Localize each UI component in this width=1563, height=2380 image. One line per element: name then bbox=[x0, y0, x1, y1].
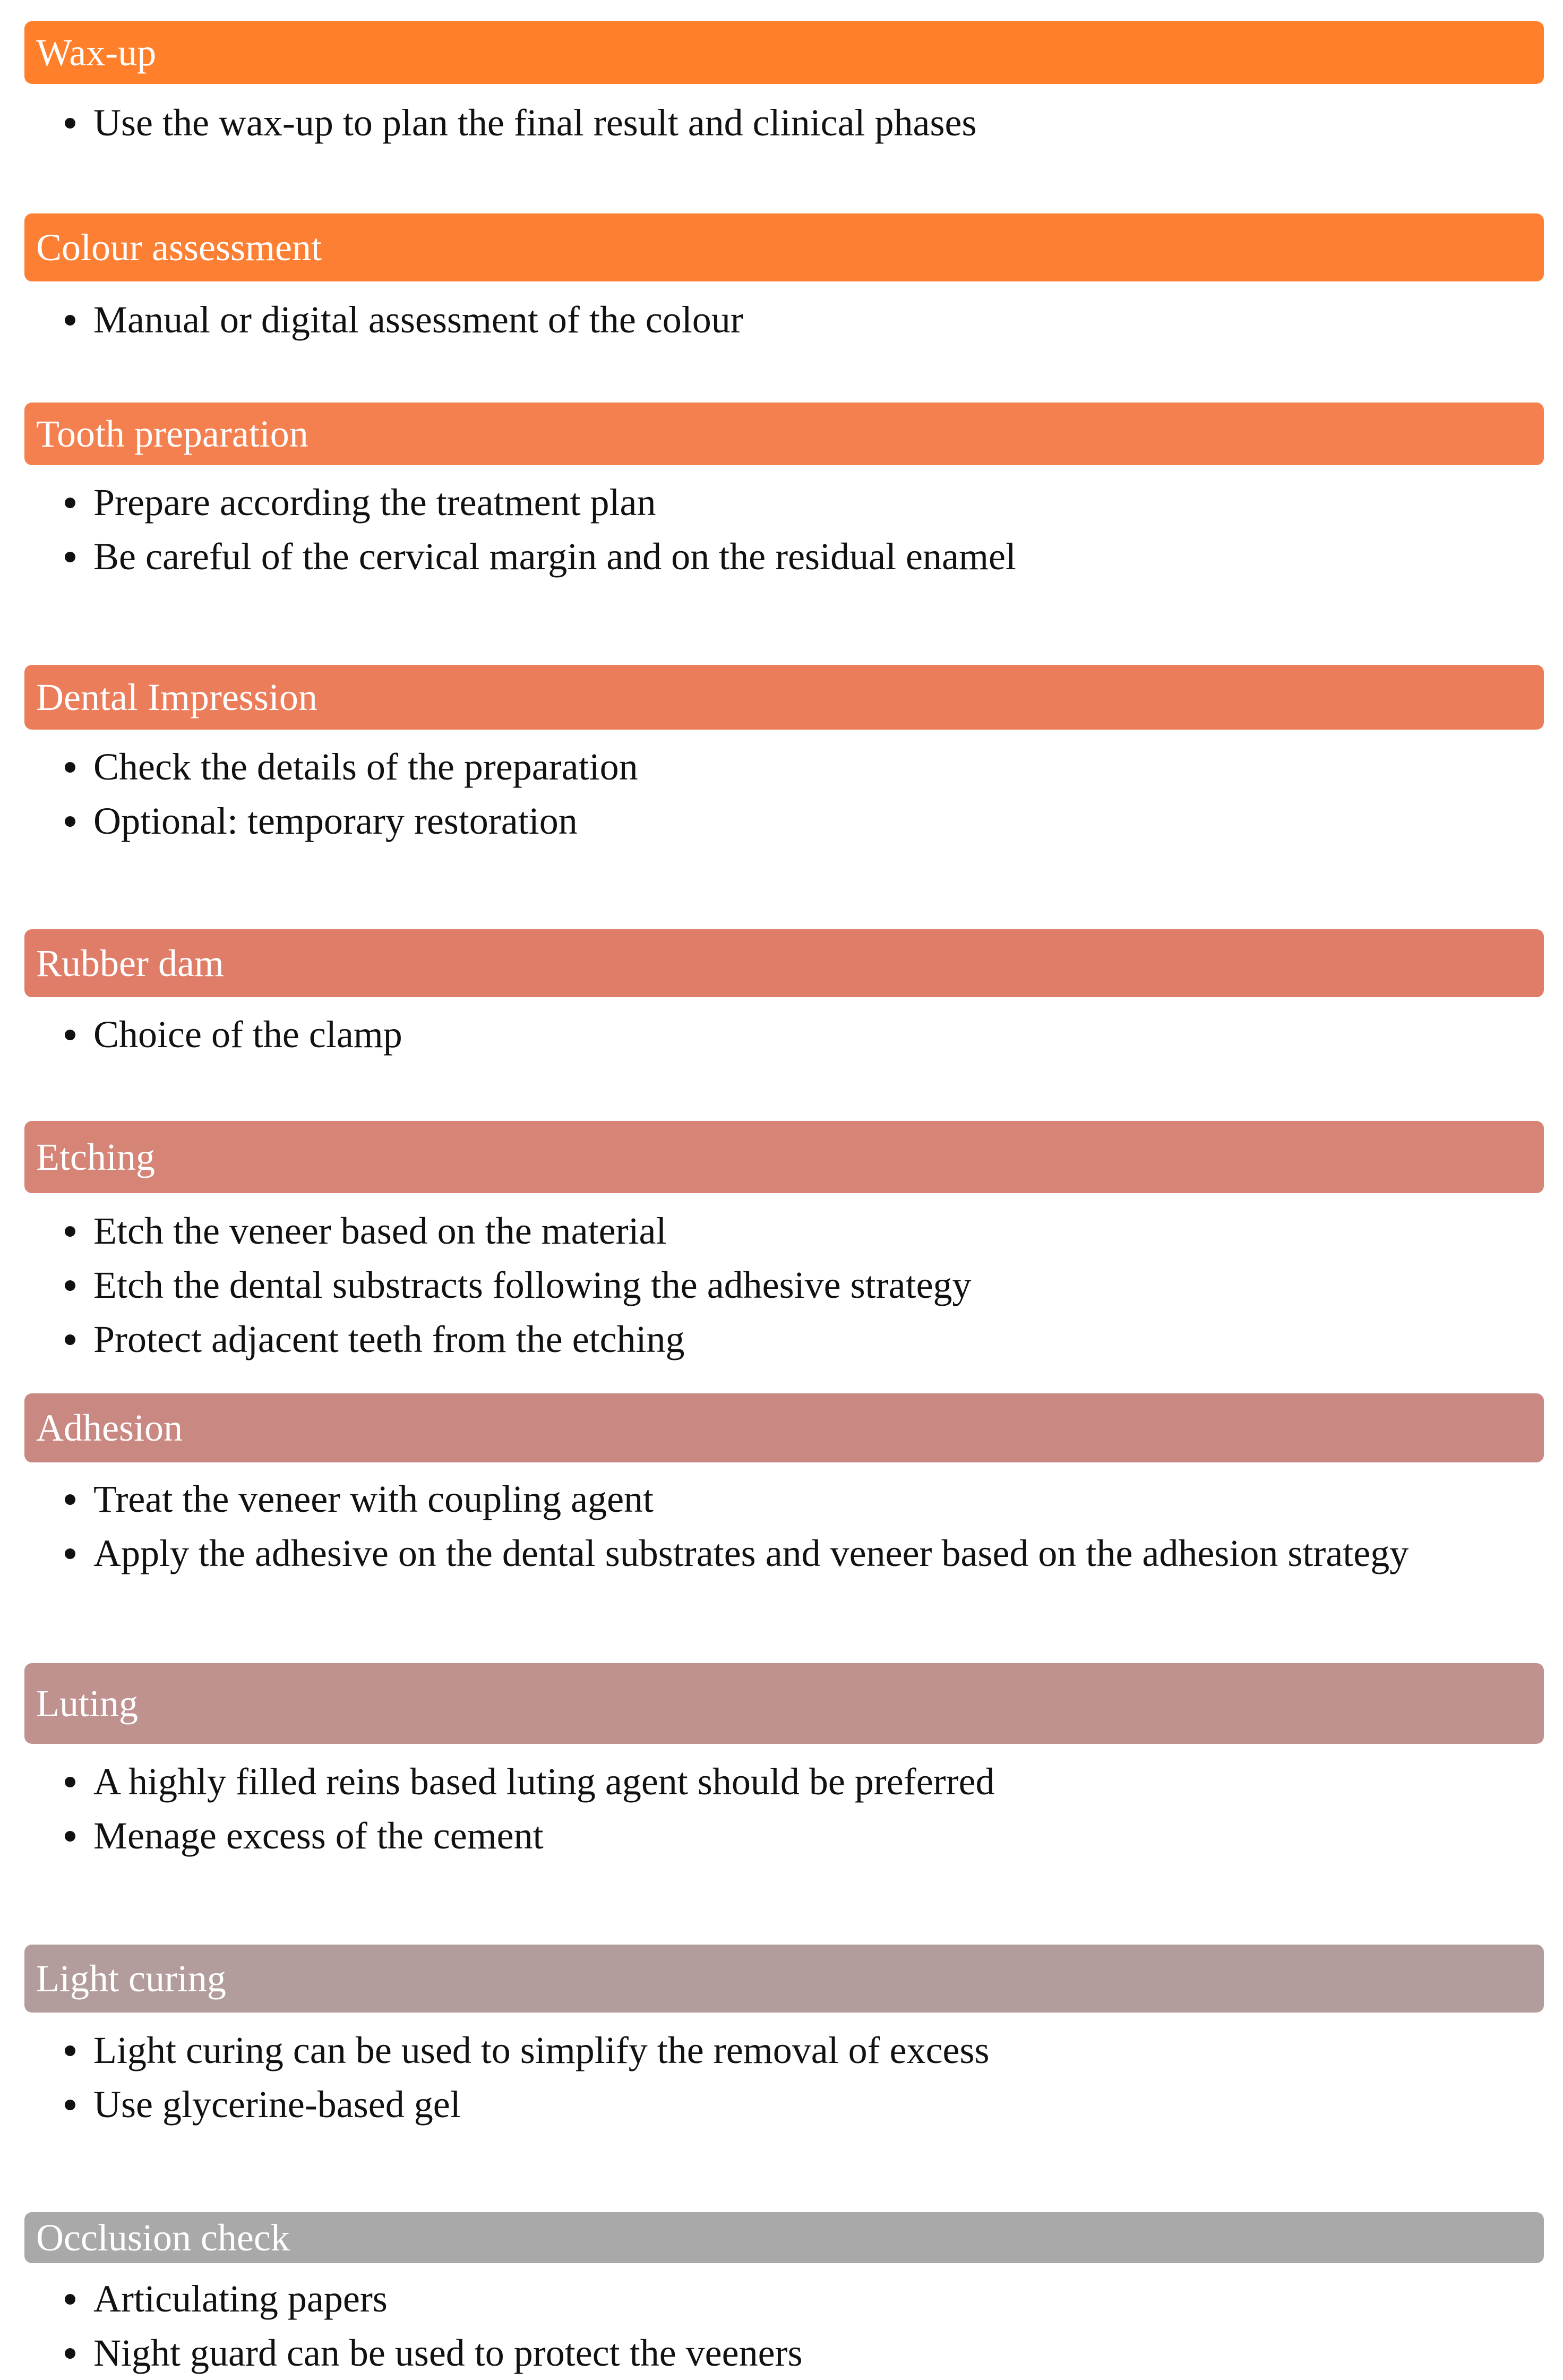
step-header-bar bbox=[24, 213, 1544, 281]
step-bullet-list bbox=[68, 475, 1523, 584]
bullet-text: Articulating papers bbox=[93, 2278, 388, 2320]
bullet-item bbox=[68, 475, 1523, 529]
step-title: Colour assessment bbox=[36, 226, 322, 269]
bullet-dot-icon bbox=[65, 118, 75, 129]
bullet-text: Menage excess of the cement bbox=[93, 1814, 544, 1857]
step-header-bar bbox=[24, 929, 1544, 997]
step-header-bar bbox=[24, 1663, 1544, 1744]
bullet-item bbox=[68, 740, 1523, 794]
bullet-dot-icon bbox=[65, 2294, 75, 2305]
bullet-item bbox=[68, 1526, 1523, 1580]
bullet-dot-icon bbox=[65, 2100, 75, 2110]
step-title: Etching bbox=[36, 1136, 155, 1178]
bullet-dot-icon bbox=[65, 1226, 75, 1237]
bullet-text: A highly filled reins based luting agent should be preferred bbox=[93, 1760, 995, 1803]
bullet-dot-icon bbox=[65, 1831, 75, 1842]
step-bullet-list bbox=[68, 2272, 1523, 2380]
bullet-item bbox=[68, 1204, 1523, 1258]
bullet-item bbox=[68, 2023, 1523, 2077]
bullet-item bbox=[68, 1472, 1523, 1526]
step-title: Tooth preparation bbox=[36, 413, 308, 455]
bullet-dot-icon bbox=[65, 1494, 75, 1505]
step-bullet-list bbox=[68, 96, 1523, 150]
step-title: Luting bbox=[36, 1682, 138, 1725]
step-title: Adhesion bbox=[36, 1407, 183, 1449]
bullet-dot-icon bbox=[65, 1280, 75, 1291]
bullet-text: Check the details of the preparation bbox=[93, 746, 638, 788]
step-title: Dental Impression bbox=[36, 676, 317, 718]
bullet-item bbox=[68, 1312, 1523, 1366]
bullet-dot-icon bbox=[65, 762, 75, 773]
step-bullet-list bbox=[68, 2023, 1523, 2131]
step-header-bar bbox=[24, 665, 1544, 730]
step-bullet-list bbox=[68, 1204, 1523, 1366]
bullet-dot-icon bbox=[65, 315, 75, 326]
bullet-text: Treat the veneer with coupling agent bbox=[93, 1478, 654, 1520]
bullet-item bbox=[68, 1007, 1523, 1061]
step-bullet-list bbox=[68, 1472, 1523, 1580]
step-bullet-list bbox=[68, 293, 1523, 347]
bullet-text: Etch the veneer based on the material bbox=[93, 1210, 667, 1252]
bullet-dot-icon bbox=[65, 2348, 75, 2359]
bullet-text: Etch the dental substracts following the adhesive strategy bbox=[93, 1264, 972, 1306]
bullet-dot-icon bbox=[65, 1334, 75, 1345]
bullet-text: Night guard can be used to protect the veeners bbox=[93, 2332, 803, 2374]
bullet-item bbox=[68, 293, 1523, 347]
bullet-dot-icon bbox=[65, 552, 75, 562]
bullet-item bbox=[68, 2326, 1523, 2380]
step-header-bar bbox=[24, 1945, 1544, 2013]
bullet-text: Be careful of the cervical margin and on the residual enamel bbox=[93, 535, 1016, 578]
bullet-text: Apply the adhesive on the dental substrates and veneer based on the adhesion strategy bbox=[93, 1532, 1409, 1574]
bullet-text: Choice of the clamp bbox=[93, 1013, 402, 1056]
step-header-bar bbox=[24, 2212, 1544, 2263]
bullet-item bbox=[68, 96, 1523, 150]
step-title: Light curing bbox=[36, 1957, 226, 2000]
bullet-text: Manual or digital assessment of the colour bbox=[93, 298, 743, 341]
step-bullet-list bbox=[68, 1754, 1523, 1863]
step-bullet-list bbox=[68, 1007, 1523, 1061]
bullet-dot-icon bbox=[65, 816, 75, 827]
bullet-dot-icon bbox=[65, 498, 75, 508]
step-header-bar bbox=[24, 1393, 1544, 1462]
step-title: Occlusion check bbox=[36, 2216, 290, 2259]
step-header-bar bbox=[24, 1121, 1544, 1193]
bullet-item bbox=[68, 1754, 1523, 1809]
step-header-bar bbox=[24, 21, 1544, 84]
bullet-text: Optional: temporary restoration bbox=[93, 800, 578, 842]
bullet-dot-icon bbox=[65, 1030, 75, 1040]
bullet-text: Use the wax-up to plan the final result and clinical phases bbox=[93, 101, 977, 144]
bullet-item bbox=[68, 1809, 1523, 1863]
bullet-dot-icon bbox=[65, 1548, 75, 1559]
bullet-text: Protect adjacent teeth from the etching bbox=[93, 1318, 685, 1360]
bullet-item bbox=[68, 2077, 1523, 2131]
bullet-item bbox=[68, 794, 1523, 848]
bullet-item bbox=[68, 1258, 1523, 1312]
step-title: Wax-up bbox=[36, 31, 157, 74]
bullet-item bbox=[68, 2272, 1523, 2326]
bullet-dot-icon bbox=[65, 2045, 75, 2056]
bullet-text: Use glycerine-based gel bbox=[93, 2083, 461, 2126]
step-bullet-list bbox=[68, 740, 1523, 848]
bullet-text: Light curing can be used to simplify the removal of excess bbox=[93, 2029, 990, 2071]
step-header-bar bbox=[24, 403, 1544, 465]
bullet-item bbox=[68, 529, 1523, 584]
step-title: Rubber dam bbox=[36, 942, 224, 984]
bullet-dot-icon bbox=[65, 1777, 75, 1787]
bullet-text: Prepare according the treatment plan bbox=[93, 481, 656, 524]
